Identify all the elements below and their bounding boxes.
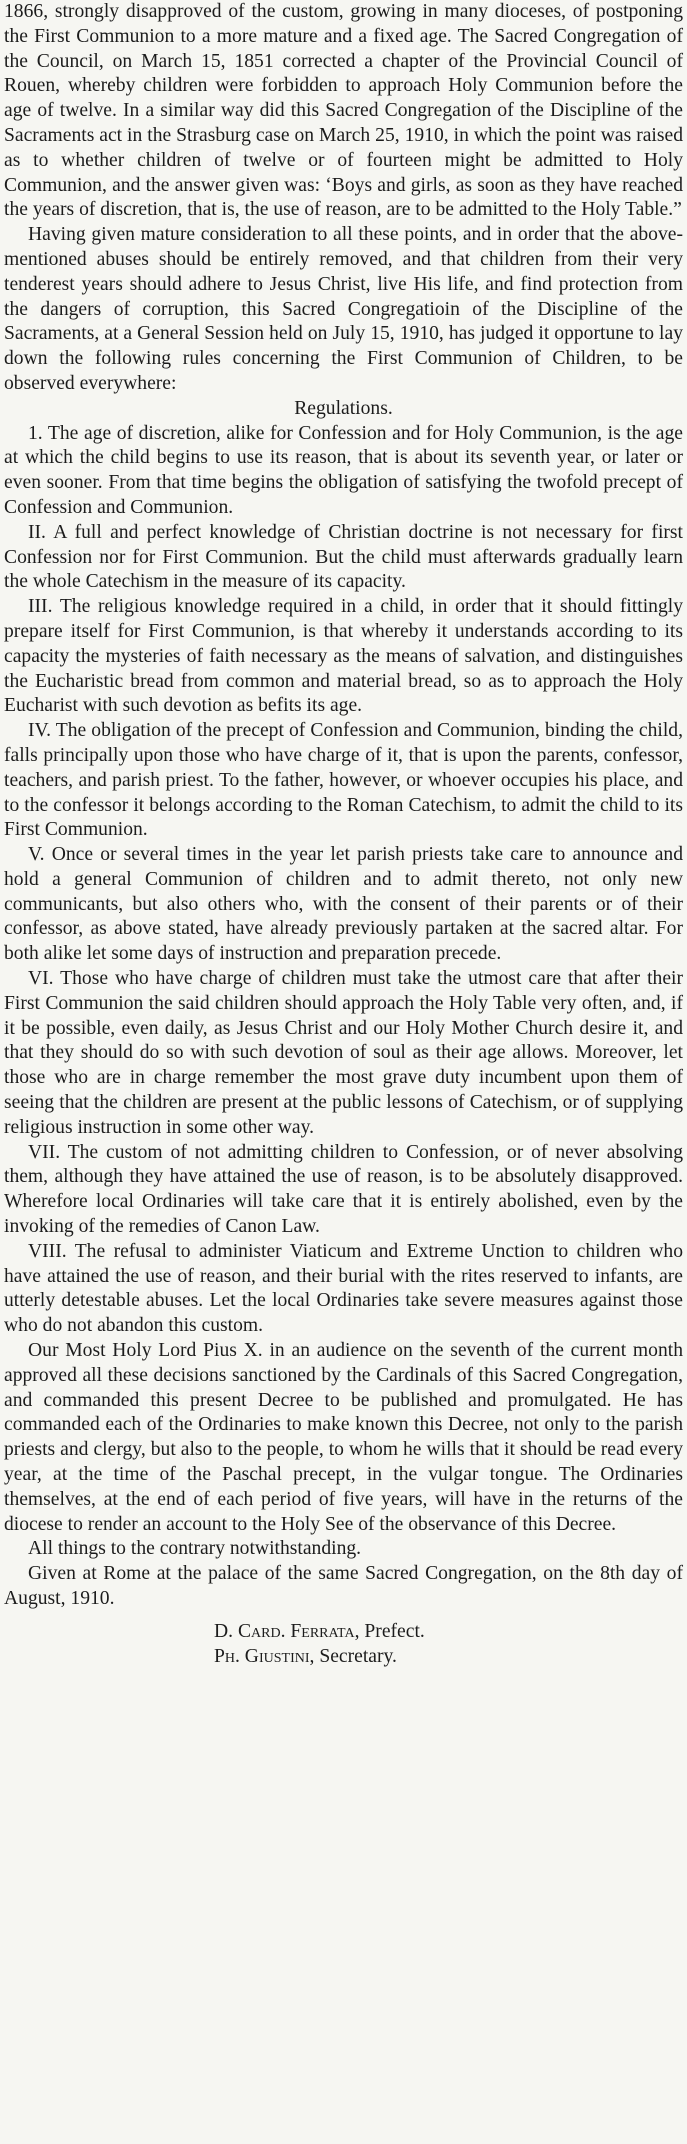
considerations-paragraph: Having given mature consideration to all these points, and in order that the above-mentioned abuses should be entirely removed, and that children from their very tenderest years should adhere to Jesus Christ, live His life, and find protection from the dangers of corruption, this Sacred Congregatioin of the Discipline of the Sacraments, at a General Session held on July 15, 1910, has judged it opportune to lay down the following rules concerning the First Communion of Children, to be observed everywhere:: [4, 224, 683, 394]
intro-paragraph: 1866, strongly disapproved of the custom, growing in many dioceses, of postponing the First Communion to a more mature and a fixed age. The Sacred Congregation of the Council, on March 15, 1851 corrected a chapter of the Provincial Council of Rouen, whereby children were forbidden to approach Holy Communion before the age of twelve. In a similar way did this Sacred Congregation of the Discipline of the Sacraments act in the Strasburg case on March 25, 1910, in which the point was raised as to whether children of twelve or of fourteen might be admitted to Holy Communion, and the answer given was: ‘Boys and girls, as soon as they have reached the years of discretion, that is, the use of reason, are to be admitted to the Holy Table.”: [4, 1, 683, 221]
regulations-heading: Regulations.: [294, 397, 393, 419]
regulation-4: IV. The obligation of the precept of Confession and Communion, binding the child, falls principally upon those who have charge of it, that is upon the parents, confessor, teachers, and parish priest. To the father, however, or whoever occupies his place, and to the confessor it belongs according to the Roman Catechism, to admit the child to its First Communion.: [4, 720, 683, 841]
signature-name: Ph. Giustini,: [214, 1645, 315, 1667]
approval-paragraph: Our Most Holy Lord Pius X. in an audience on the seventh of the current month approved all these decisions sanctioned by the Cardinals of this Sacred Congregation, and commanded this present Decree to be published and promulgated. He has commanded each of the Ordinaries to make known this Decree, not only to the parish priests and clergy, but also to the people, to whom he wills that it should be read every year, at the time of the Paschal precept, in the vulgar tongue. The Ordinaries themselves, at the end of each period of five years, will have in the returns of the diocese to render an account to the Holy See of the observance of this Decree.: [4, 1340, 683, 1535]
given-paragraph: Given at Rome at the palace of the same Sacred Congregation, on the 8th day of August, 1910.: [4, 1563, 683, 1609]
regulation-1: 1. The age of discretion, alike for Confession and for Holy Communion, is the age at which the child begins to use its reason, that is about its seventh year, or later or even sooner. From that time begins the obligation of satisfying the twofold precept of Confession and Communion.: [4, 422, 683, 518]
regulation-3: III. The religious knowledge required in a child, in order that it should fittingly prepare itself for First Communion, is that whereby it understands according to its capacity the mysteries of faith necessary as the means of salvation, and distinguishes the Eucharistic bread from common and material bread, so as to approach the Holy Eucharist with such devotion as befits its age.: [4, 596, 683, 717]
regulation-8: VIII. The refusal to administer Viaticum and Extreme Unction to children who have attained the use of reason, and their burial with the rites reserved to infants, are utterly detestable abuses. Let the local Ordinaries take severe measures against those who do not abandon this custom.: [4, 1240, 683, 1337]
regulation-5: V. Once or several times in the year let parish priests take care to announce and hold a general Communion of children and to admit thereto, not only new communicants, but also others who, with the consent of their parents or of their confessor, as above stated, have already previously partaken at the sacred altar. For both alike let some days of instruction and preparation precede.: [4, 844, 683, 965]
signature-title: Secretary.: [319, 1645, 397, 1667]
contrary-paragraph: All things to the contrary notwithstanding.: [28, 1538, 362, 1560]
signature-prefect: [4, 1620, 683, 1645]
signature-secretary: [4, 1645, 683, 1670]
regulation-6: VI. Those who have charge of children must take the utmost care that after their First Communion the said children should approach the Holy Table very often, and, if it be possible, even daily, as Jesus Christ and our Holy Mother Church desire it, and that they should do so with such devotion of soul as their age allows. Moreover, let those who are in charge remember the most grave duty incumbent upon them of seeing that the children are present at the public lessons of Catechism, or of supplying religious instruction in some other way.: [4, 968, 683, 1138]
regulation-2: II. A full and perfect knowledge of Christian doctrine is not necessary for first Confession nor for First Communion. But the child must afterwards gradually learn the whole Catechism in the measure of its capacity.: [4, 521, 683, 593]
signature-name: D. Card. Ferrata,: [214, 1620, 360, 1642]
signature-title: Prefect.: [364, 1620, 425, 1642]
regulation-7: VII. The custom of not admitting children to Confession, or of never absolving them, although they have attained the use of reason, is to be absolutely disapproved. Wherefore local Ordinaries will take care that it is entirely abolished, even by the invoking of the remedies of Canon Law.: [4, 1141, 683, 1238]
